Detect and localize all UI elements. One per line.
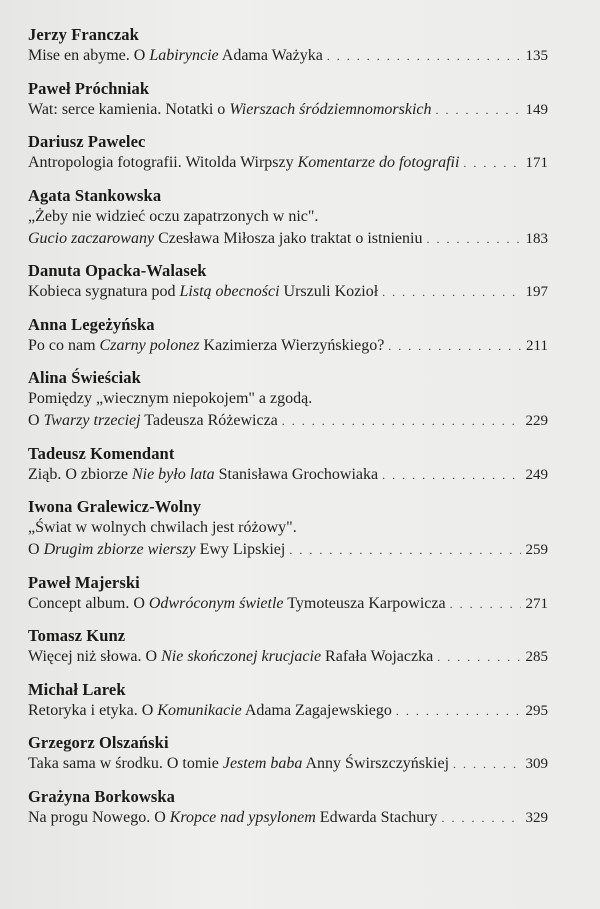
book-title-italic: Odwróconym świetle [148, 594, 284, 612]
title-line [28, 410, 548, 432]
title-text: Concept album. O [28, 594, 149, 612]
title-line [28, 388, 548, 410]
page-number: 249 [525, 466, 548, 483]
book-title-italic: Czarny polonez [99, 336, 200, 354]
leader-dots [289, 539, 521, 561]
page-number: 329 [525, 809, 548, 826]
title-text: Kobieca sygnatura pod [28, 283, 180, 300]
page-number: 229 [525, 413, 548, 429]
title-text: Tymoteusza Karpowicza [283, 594, 446, 612]
book-title-italic: Komentarze do fotografii [297, 154, 460, 171]
essay-title [28, 99, 432, 121]
title-line [28, 464, 548, 486]
book-title-italic: Komunikacie [157, 701, 242, 719]
leader-dots [382, 464, 521, 486]
title-text: Retoryka i etyka. O [28, 701, 158, 719]
author-name: Agata Stankowska [28, 185, 162, 205]
author-name: Anna Legeżyńska [28, 314, 155, 334]
author-name: Grzegorz Olszański [28, 733, 169, 752]
title-line [28, 228, 548, 250]
page-number: 183 [525, 230, 548, 247]
title-line [28, 99, 548, 121]
title-text: Pomiędzy „wiecznym niepokojem" a zgodą. [28, 390, 313, 407]
author-name: Grażyna Borkowska [28, 786, 176, 806]
toc-entry [28, 572, 548, 615]
title-text: O [28, 412, 44, 429]
author-name: Tomasz Kunz [28, 626, 126, 645]
author-name: Jerzy Franczak [28, 25, 139, 44]
author-name: Alina Świeściak [28, 368, 141, 387]
title-text: „Żeby nie widzieć oczu zapatrzonych w nic". [28, 207, 319, 225]
toc-entry [28, 496, 548, 561]
title-text: O [28, 541, 44, 558]
essay-title [28, 646, 433, 668]
page-number: 295 [525, 702, 548, 719]
title-line [28, 517, 548, 539]
leader-dots [463, 152, 521, 174]
book-title-italic: Kropce nad ypsylonem [169, 808, 316, 826]
page-number: 309 [525, 756, 548, 772]
title-text: Kazimierza Wierzyńskiego? [199, 336, 385, 354]
page-number: 149 [525, 101, 548, 118]
title-line [28, 753, 548, 775]
essay-title [28, 206, 318, 228]
page-number: 285 [525, 649, 548, 665]
page-number: 171 [525, 155, 548, 171]
essay-title [28, 45, 323, 67]
essay-title [28, 539, 285, 561]
toc-entry [28, 185, 548, 250]
essay-title [28, 700, 392, 722]
toc-entry [28, 78, 548, 121]
toc-entry [28, 367, 548, 432]
toc-entry [28, 732, 548, 775]
title-text: Taka sama w środku. O tomie [28, 755, 223, 772]
essay-title [28, 152, 459, 174]
author-name: Iwona Gralewicz-Wolny [28, 497, 202, 516]
book-title-italic: Nie było lata [131, 465, 215, 483]
title-text: Rafała Wojaczka [321, 648, 434, 665]
leader-dots [396, 700, 521, 722]
title-text: Adama Zagajewskiego [241, 701, 392, 719]
toc-entry [28, 260, 548, 303]
toc-entry [28, 786, 548, 829]
leader-dots [453, 753, 521, 775]
title-text: Po co nam [28, 336, 100, 354]
title-line [28, 539, 548, 561]
page-number: 135 [525, 48, 548, 64]
essay-title [28, 228, 422, 250]
essay-title [28, 281, 378, 303]
toc-entry [28, 24, 548, 67]
book-title-italic: Listą obecności [179, 283, 280, 300]
title-line [28, 45, 548, 67]
book-title-italic: Twarzy trzeciej [43, 412, 141, 429]
page-number: 197 [525, 284, 548, 300]
title-text: „Świat w wolnych chwilach jest różowy". [28, 519, 297, 536]
essay-title [28, 517, 297, 539]
title-text: Edwarda Stachury [315, 808, 438, 826]
title-text: Adama Ważyka [218, 47, 323, 64]
leader-dots [282, 410, 521, 432]
essay-title [28, 464, 378, 486]
essay-title [28, 388, 312, 410]
toc-entry [28, 625, 548, 668]
title-line [28, 807, 548, 829]
title-line [28, 335, 548, 357]
book-title-italic: Jestem baba [222, 755, 303, 772]
essay-title [28, 807, 438, 829]
title-text: Na progu Nowego. O [28, 808, 170, 826]
title-line [28, 593, 548, 615]
title-text: Więcej niż słowa. O [28, 648, 162, 665]
toc-entry [28, 679, 548, 722]
leader-dots [437, 646, 521, 668]
leader-dots [436, 99, 521, 121]
title-text: Urszuli Kozioł [279, 283, 379, 300]
toc-entry [28, 314, 548, 357]
essay-title [28, 410, 278, 432]
author-name: Paweł Próchniak [28, 78, 150, 98]
toc-entry [28, 131, 548, 174]
author-name: Tadeusz Komendant [28, 443, 175, 463]
page-number: 271 [525, 595, 548, 612]
leader-dots [382, 281, 521, 303]
title-line [28, 700, 548, 722]
title-text: Wat: serce kamienia. Notatki o [28, 100, 230, 118]
title-text: Anny Świrszczyńskiej [302, 755, 450, 772]
leader-dots [450, 593, 521, 615]
title-text: Czesława Miłosza jako traktat o istnieniu [154, 229, 423, 247]
book-title-italic: Nie skończonej krucjacie [161, 648, 322, 665]
essay-title [28, 335, 384, 357]
toc-entry [28, 443, 548, 486]
title-line [28, 646, 548, 668]
title-text: Ewy Lipskiej [195, 541, 286, 558]
title-line [28, 281, 548, 303]
essay-title [28, 753, 449, 775]
page-number: 211 [526, 337, 548, 354]
author-name: Dariusz Pawelec [28, 132, 146, 151]
title-line [28, 206, 548, 228]
book-title-italic: Drugim zbiorze wierszy [43, 541, 196, 558]
title-text: Tadeusza Różewicza [140, 412, 278, 429]
leader-dots [327, 45, 521, 67]
essay-title [28, 593, 446, 615]
leader-dots [426, 228, 521, 250]
title-text: Ziąb. O zbiorze [28, 465, 132, 483]
book-title-italic: Labiryncie [149, 47, 219, 64]
page-number: 259 [525, 542, 548, 558]
title-text: Antropologia fotografii. Witolda Wirpszy [28, 154, 298, 171]
author-name: Michał Larek [28, 679, 126, 699]
title-line [28, 152, 548, 174]
author-name: Paweł Majerski [28, 572, 140, 592]
table-of-contents [28, 24, 548, 839]
title-text: Mise en abyme. O [28, 47, 150, 64]
author-name: Danuta Opacka-Walasek [28, 261, 207, 280]
book-title-italic: Wierszach śródziemnomorskich [229, 100, 432, 118]
book-title-italic: Gucio zaczarowany [28, 229, 155, 247]
leader-dots [388, 335, 521, 357]
title-text: Stanisława Grochowiaka [214, 465, 379, 483]
leader-dots [442, 807, 521, 829]
